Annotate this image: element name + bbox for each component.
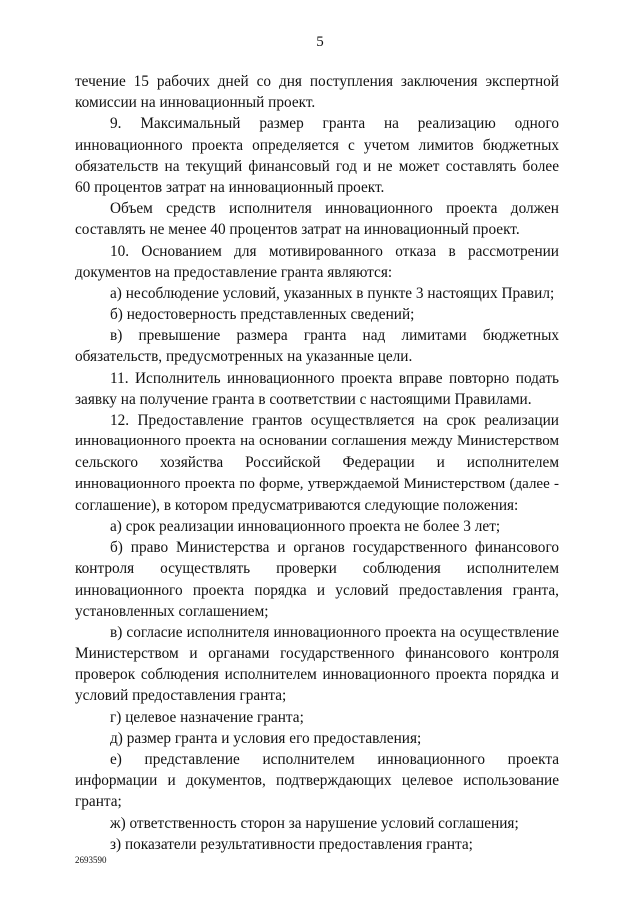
text-line-content: гранта;: [75, 793, 122, 811]
text-line-content: соглашение), в котором предусматриваются следующие положения:: [75, 496, 519, 514]
text-line: [75, 304, 559, 325]
text-line: [75, 431, 559, 452]
text-line-content: условий предоставления гранта;: [75, 687, 287, 705]
text-line: [75, 410, 559, 431]
text-line-content: заявку на получение гранта в соответствии с настоящими Правилами.: [75, 390, 532, 408]
text-line: [75, 346, 559, 367]
text-line: [75, 749, 559, 770]
text-line-content: 11. Исполнитель инновационного проекта вправе повторно подать: [110, 369, 559, 387]
text-line: [75, 325, 559, 346]
text-line-content: течение 15 рабочих дней со дня поступления заключения экспертной: [75, 73, 559, 90]
text-line: [75, 834, 559, 855]
text-line-content: сельского хозяйства Российской Федерации и исполнителем: [75, 454, 559, 472]
text-line-content: контроля осуществлять проверки соблюдения исполнителем: [75, 560, 559, 578]
text-line: [75, 198, 559, 219]
text-line: [75, 580, 559, 601]
body-text: [75, 71, 559, 855]
text-line: [75, 622, 559, 643]
text-line: [75, 71, 559, 92]
text-line: [75, 516, 559, 537]
text-line-content: инновационного проекта на основании соглашения между Министерством: [75, 433, 559, 450]
text-line-content: ж) ответственность сторон за нарушение условий соглашения;: [110, 814, 519, 832]
text-line: [75, 452, 559, 473]
text-line-content: е) представление исполнителем инновационного проекта: [110, 751, 559, 768]
text-line: [75, 770, 559, 791]
text-line-content: б) недостоверность представленных сведений;: [110, 306, 415, 324]
text-line: [75, 92, 559, 113]
text-line-content: з) показатели результативности предоставления гранта;: [110, 835, 473, 853]
text-line: [75, 156, 559, 177]
page-number: 5: [316, 34, 324, 50]
text-line: [75, 219, 559, 240]
text-line: [75, 813, 559, 834]
text-line-content: а) несоблюдение условий, указанных в пункте 3 настоящих Правил;: [110, 284, 555, 302]
document-code: 2693590: [75, 855, 107, 865]
text-line-content: обязательств на текущий финансовый год и не может составлять более: [75, 157, 559, 175]
text-line: [75, 262, 559, 283]
text-line: [75, 791, 559, 812]
text-line-content: в) превышение размера гранта над лимитами бюджетных: [110, 327, 559, 345]
text-line: [75, 537, 559, 558]
text-line-content: Министерством и органами государственного финансового контроля: [75, 645, 559, 663]
text-line: [75, 241, 559, 262]
text-line-content: составлять не менее 40 процентов затрат на инновационный проект.: [75, 221, 520, 239]
text-line: [75, 474, 559, 495]
text-line-content: проверок соблюдения исполнителем инновационного проекта порядка и: [75, 666, 559, 684]
text-line: [75, 558, 559, 579]
text-line-content: инновационного проекта порядка и условий предоставления гранта,: [75, 581, 559, 599]
text-line: [75, 685, 559, 706]
text-line-content: документов на предоставление гранта являются:: [75, 263, 393, 281]
text-line-content: 60 процентов затрат на инновационный проект.: [75, 178, 385, 196]
text-line-content: 12. Предоставление грантов осуществляется на срок реализации: [110, 412, 559, 429]
text-line-content: комиссии на инновационный проект.: [75, 94, 316, 112]
text-line: [75, 368, 559, 389]
text-line-content: инновационного проекта по форме, утверждаемой Министерством (далее -: [75, 475, 559, 492]
text-line-content: информации и документов, подтверждающих целевое использование: [75, 772, 559, 790]
text-line-content: б) право Министерства и органов государственного финансового: [110, 539, 559, 557]
text-line-content: г) целевое назначение гранта;: [110, 708, 304, 726]
text-line: [75, 728, 559, 749]
text-line: [75, 135, 559, 156]
text-line: [75, 283, 559, 304]
text-line-content: а) срок реализации инновационного проекта не более 3 лет;: [110, 517, 501, 535]
text-line: [75, 664, 559, 685]
text-line: [75, 495, 559, 516]
text-line: [75, 389, 559, 410]
text-line: [75, 113, 559, 134]
text-line-content: Объем средств исполнителя инновационного проекта должен: [110, 200, 559, 218]
text-line-content: обязательств, предусмотренных на указанные цели.: [75, 348, 413, 366]
text-line-content: 9. Максимальный размер гранта на реализацию одного: [110, 115, 559, 133]
text-line-content: д) размер гранта и условия его предоставления;: [110, 729, 422, 747]
text-line-content: установленных соглашением;: [75, 602, 269, 620]
text-line-content: 10. Основанием для мотивированного отказа в рассмотрении: [110, 242, 559, 260]
text-line: [75, 601, 559, 622]
text-line: [75, 177, 559, 198]
text-line-content: в) согласие исполнителя инновационного проекта на осуществление: [110, 623, 559, 641]
text-line: [75, 707, 559, 728]
text-line-content: инновационного проекта определяется с учетом лимитов бюджетных: [75, 136, 559, 154]
text-line: [75, 643, 559, 664]
